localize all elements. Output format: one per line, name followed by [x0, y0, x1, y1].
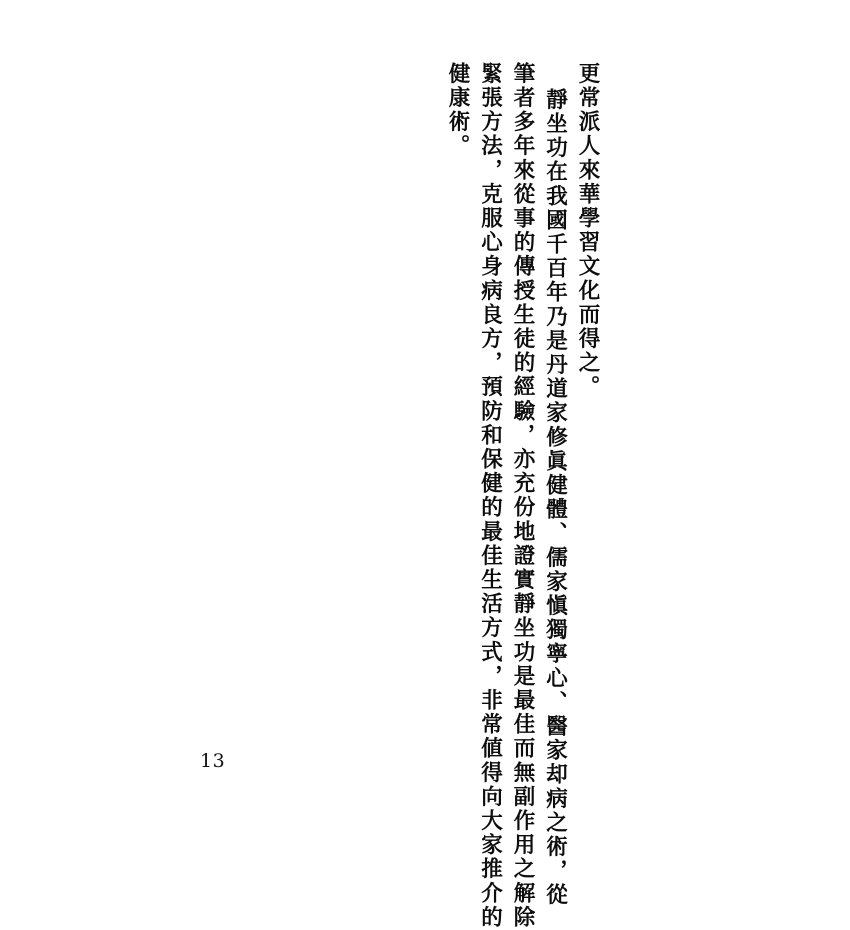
text-column-1: 更常派人來華學習文化而得之。 [575, 62, 600, 400]
text-column-5: 健康術。 [445, 62, 470, 159]
text-column-2: 靜坐功在我國千百年乃是丹道家修眞健體、儒家愼獨寧心、醫家却病之術，從 [542, 88, 568, 908]
page-number: 13 [200, 750, 226, 772]
text-column-4: 緊張方法，克服心身病良方，預防和保健的最佳生活方式，非常値得向大家推介的 [477, 62, 503, 930]
text-column-3: 筆者多年來從事的傳授生徒的經驗，亦充份地證實靜坐功是最佳而無副作用之解除 [510, 62, 535, 930]
vertical-text-block [436, 62, 600, 930]
